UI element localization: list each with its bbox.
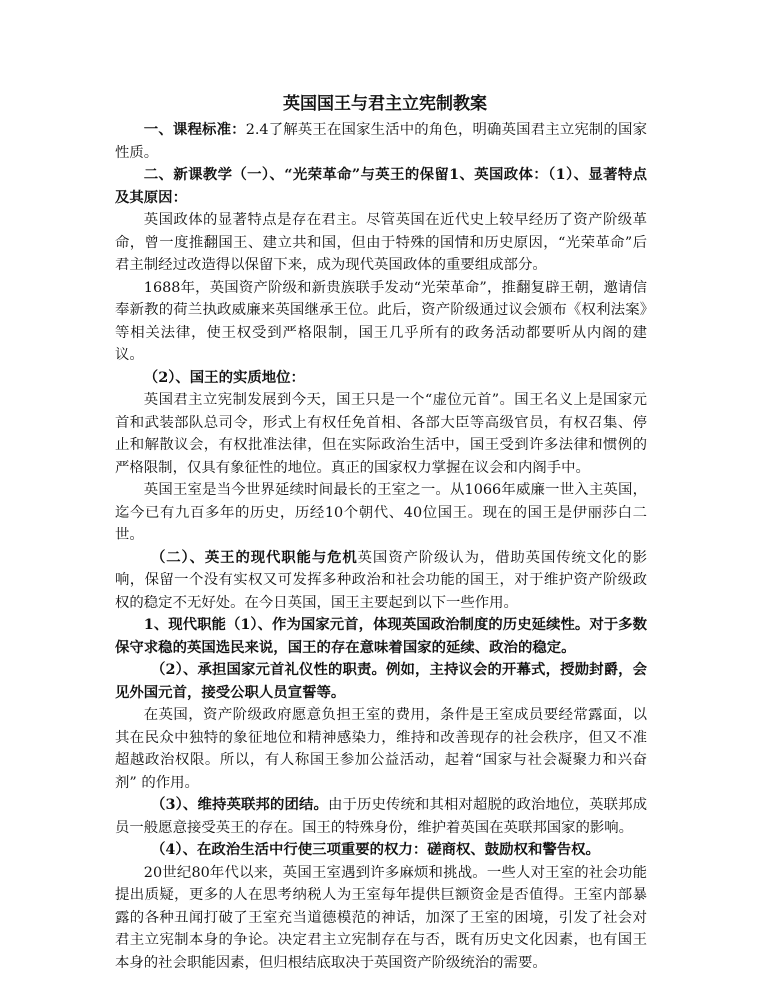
paragraph-bold: （3）、维持英联邦的团结。	[151, 796, 328, 813]
paragraph-text: 2.4了解英王在国家生活中的角色，明确英国君主立宪制的国家性质。	[115, 122, 647, 161]
document-body	[115, 119, 647, 974]
paragraph	[115, 277, 647, 367]
paragraph	[115, 547, 647, 615]
paragraph-bold: （2）、承担国家元首礼仪性的职责。例如，主持议会的开幕式，授勋封爵，会见外国元首，接受公职人员宣誓等。	[115, 661, 647, 701]
paragraph	[115, 862, 647, 975]
paragraph-bold: （2）、国王的实质地位：	[143, 368, 305, 386]
paragraph	[115, 164, 647, 209]
paragraph-text: 英国王室是当今世界延续时间最长的王室之一。从1066年威廉一世入主英国，迄今已有九百多年的历史，历经10个朝代、40位国王。现在的国王是伊丽莎白二世。	[115, 482, 647, 543]
paragraph-text: 20世纪80年代以来，英国王室遇到许多麻烦和挑战。一些人对王室的社会功能提出质疑，更多的人在思考纳税人为王室每年提供巨额资金是否值得。王室内部暴露的各种丑闻打破了王室充当道德模范的神话，加深了王室的困境，引发了社会对君主立宪制本身的争论。决定君主立宪制存在与否，既有历史文化因素，也有国王本身的社会职能因素，但归根结底取决于英国资产阶级统治的需要。	[115, 864, 647, 971]
paragraph-text: 英国政体的显著特点是存在君主。尽管英国在近代史上较早经历了资产阶级革命，曾一度推翻国王、建立共和国，但由于特殊的国情和历史原因，“光荣革命”后君主制经过改造得以保留下来，成为现代英国政体的重要组成部分。	[115, 212, 647, 273]
paragraph-bold: 1、现代职能（1）、作为国家元首，体现英国政治制度的历史延续性。对于多数保守求稳的英国选民来说，国王的存在意味着国家的延续、政治的稳定。	[115, 616, 647, 656]
paragraph	[115, 614, 647, 659]
paragraph-text: 1688年，英国资产阶级和新贵族联手发动“光荣革命”，推翻复辟王朝，邀请信奉新教的荷兰执政威廉来英国继承王位。此后，资产阶级通过议会颁布《权利法案》等相关法律，使王权受到严格限制，国王几乎所有的政务活动都要听从内阁的建议。	[115, 279, 647, 363]
paragraph-bold: （4）、在政治生活中行使三项重要的权力：磋商权、鼓励权和警告权。	[151, 841, 600, 858]
paragraph-text: 英国资产阶级认为，借助英国传统文化的影响，保留一个没有实权又可发挥多种政治和社会功能的国王，对于维护资产阶级政权的稳定不无好处。在今日英国，国王主要起到以下一些作用。	[115, 549, 647, 611]
paragraph	[115, 839, 647, 862]
paragraph	[115, 659, 647, 704]
paragraph	[115, 794, 647, 839]
paragraph-bold: （二）、英王的现代职能与危机	[151, 548, 358, 566]
paragraph	[115, 367, 647, 390]
paragraph	[115, 209, 647, 277]
paragraph-bold: 一、课程标准：	[143, 121, 246, 138]
paragraph-text: 英国君主立宪制发展到今天，国王只是一个“虚位元首”。国王名义上是国家元首和武装部队总司令，形式上有权任免首相、各部大臣等高级官员，有权召集、停止和解散议会，有权批准法律，但在实际政治生活中，国王受到许多法律和惯例的严格限制，仅具有象征性的地位。真正的国家权力掌握在议会和内阁手中。	[115, 392, 647, 476]
paragraph-text: 在英国，资产阶级政府愿意负担王室的费用，条件是王室成员要经常露面，以其在民众中独特的象征地位和精神感染力，维持和改善现存的社会秩序，但又不准超越政治权限。所以，有人称国王参加公益活动，起着“国家与社会凝聚力和兴奋剂” 的作用。	[115, 707, 647, 791]
paragraph	[115, 389, 647, 479]
paragraph	[115, 119, 647, 164]
document-title: 英国国王与君主立宪制教案	[283, 94, 487, 114]
paragraph	[115, 704, 647, 794]
paragraph-text: 由于历史传统和其相对超脱的政治地位，英联邦成员一般愿意接受英王的存在。国王的特殊身份，维护着英国在英联邦国家的影响。	[115, 797, 647, 836]
paragraph	[115, 479, 647, 547]
paragraph-bold: 二、新课教学（一）、“光荣革命”与英王的保留1、英国政体：（1）、显著特点及其原因：	[115, 166, 647, 206]
